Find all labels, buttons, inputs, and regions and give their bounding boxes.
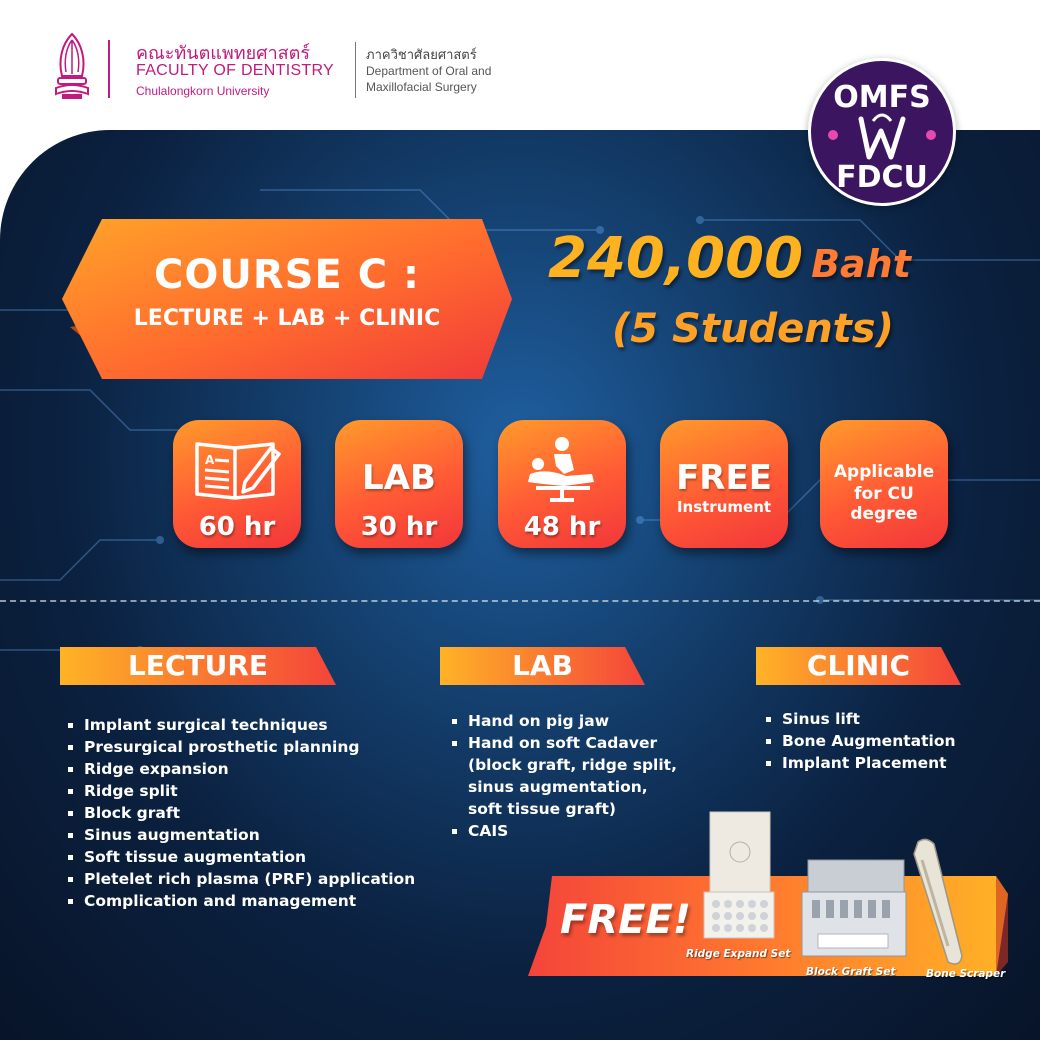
university-crest-icon: [52, 30, 92, 102]
department-name-thai: ภาควิชาศัลยศาสตร์: [366, 48, 477, 63]
list-item: Complication and management: [66, 890, 415, 912]
price: [548, 226, 911, 291]
department-name-line1: Department of Oral and: [366, 64, 492, 78]
badge-text-bottom: FDCU: [836, 160, 928, 195]
clinic-hours: 48 hr: [523, 512, 601, 542]
course-subtitle: LECTURE + LAB + CLINIC: [133, 306, 441, 331]
student-count: (5 Students): [612, 306, 894, 352]
list-item: Pletelet rich plasma (PRF) application: [66, 868, 415, 890]
list-item: Ridge split: [66, 780, 415, 802]
free-instrument-label: Instrument: [676, 498, 772, 516]
badge-text-top: OMFS: [833, 80, 931, 115]
clinic-title: CLINIC: [806, 649, 911, 682]
price-unit: Baht: [811, 242, 911, 286]
list-item: Block graft: [66, 802, 415, 824]
list-item-continuation: sinus augmentation,: [468, 778, 648, 796]
list-item-continuation: soft tissue graft): [468, 800, 616, 818]
list-item: Ridge expansion: [66, 758, 415, 780]
faculty-name-thai: คณะทันตแพทยศาสตร์: [136, 43, 311, 64]
department-name-line2: Maxillofacial Surgery: [366, 80, 477, 94]
course-title: COURSE C :: [154, 252, 420, 298]
price-amount: 240,000: [548, 226, 804, 291]
list-item-continuation: (block graft, ridge split,: [468, 756, 677, 774]
bone-scraper-image: [908, 836, 968, 970]
tooth-monogram-icon: [811, 61, 953, 203]
list-item: Implant Placement: [764, 752, 956, 774]
free-label: FREE: [676, 458, 772, 498]
book-pencil-icon: [191, 434, 283, 504]
block-graft-set-label: Block Graft Set: [806, 966, 896, 978]
block-graft-set-image: [800, 856, 910, 960]
lecture-list: [66, 714, 415, 912]
list-item: CAIS: [450, 820, 677, 842]
list-item: Soft tissue augmentation: [66, 846, 415, 868]
faculty-name-english: FACULTY OF DENTISTRY: [136, 62, 335, 79]
clinic-list: [764, 708, 956, 774]
brand-divider: [108, 40, 110, 98]
dental-chair-icon: [516, 434, 608, 504]
lab-title: LAB: [512, 649, 573, 682]
university-name: Chulalongkorn University: [136, 84, 270, 98]
free-instrument-tile: [660, 420, 788, 548]
cu-degree-tile: [820, 420, 948, 548]
clinic-header: [756, 647, 961, 685]
ridge-expand-set-image: [702, 808, 776, 940]
lab-hours-tile: [335, 420, 463, 548]
department-divider: [355, 42, 356, 98]
lab-list: [450, 710, 677, 842]
omfs-badge: [808, 58, 956, 206]
ridge-expand-set-label: Ridge Expand Set: [686, 948, 791, 960]
course-banner: [62, 219, 512, 379]
lab-hours: 30 hr: [360, 512, 438, 542]
svg-text:A: A: [205, 453, 215, 467]
lecture-header: [60, 647, 336, 685]
lab-header: [440, 647, 645, 685]
lab-label: LAB: [362, 458, 436, 498]
list-item: Bone Augmentation: [764, 730, 956, 752]
list-item: Sinus augmentation: [66, 824, 415, 846]
lecture-hours-tile: [173, 420, 301, 548]
lecture-hours: 60 hr: [198, 512, 276, 542]
lecture-title: LECTURE: [127, 649, 269, 682]
bone-scraper-label: Bone Scraper: [926, 968, 1006, 980]
applicable-line2: for CU degree: [850, 484, 918, 524]
list-item: Implant surgical techniques: [66, 714, 415, 736]
applicable-line1: Applicable: [833, 462, 935, 482]
list-item: Hand on soft Cadaver: [450, 732, 677, 754]
free-kit-label: FREE!: [560, 897, 692, 943]
section-divider: [0, 600, 1040, 602]
list-item: Sinus lift: [764, 708, 956, 730]
list-item: Hand on pig jaw: [450, 710, 677, 732]
clinic-hours-tile: [498, 420, 626, 548]
list-item: Presurgical prosthetic planning: [66, 736, 415, 758]
